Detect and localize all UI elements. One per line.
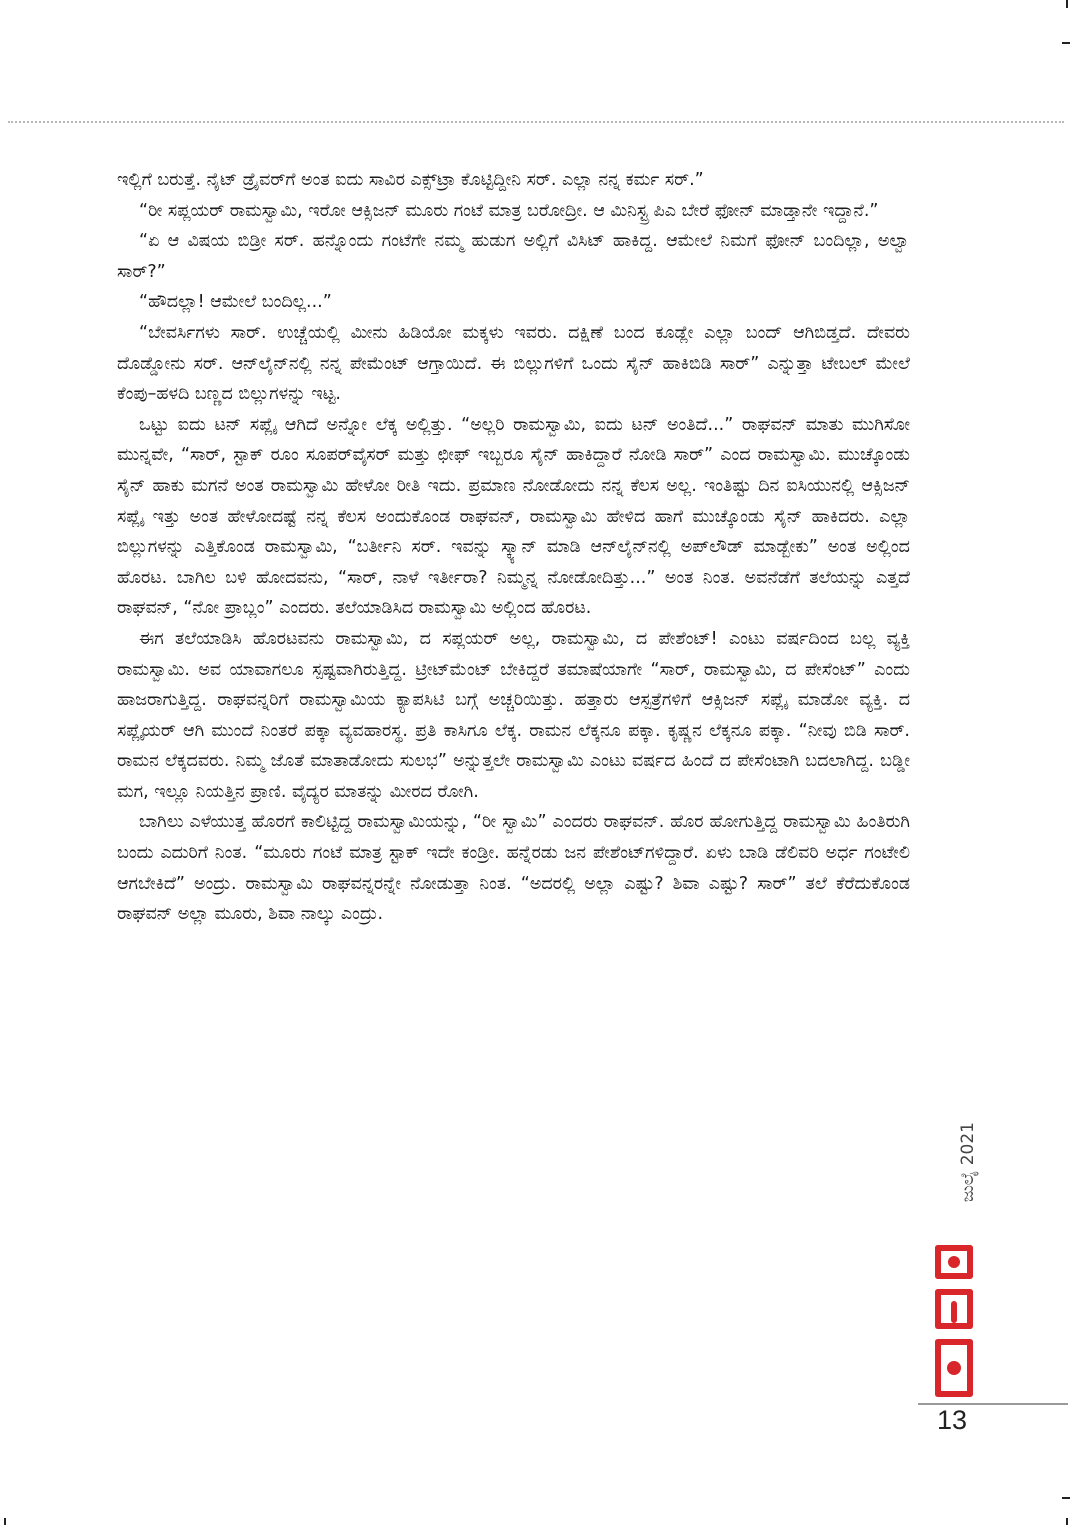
article-body bbox=[117, 165, 910, 930]
paragraph: ಇಲ್ಲಿಗೆ ಬರುತ್ತೆ. ನೈಟ್ ಡ್ರೈವರ್‌ಗೆ ಅಂತ ಐದು ಸಾವಿರ ಎಕ್ಸ್‌ಟ್ರಾ ಕೊಟ್ಟಿದ್ದೀನಿ ಸರ್. ಎಲ್ಲಾ ನನ್ನ ಕರ್ಮ ಸರ್.” bbox=[117, 170, 704, 190]
crop-mark-right-bottom bbox=[1062, 1497, 1070, 1499]
paragraph: “ರೀ ಸಪ್ಲಯರ್ ರಾಮಸ್ವಾಮಿ, ಇರೋ ಆಕ್ಸಿಜನ್ ಮೂರು ಗಂಟೆ ಮಾತ್ರ ಬರೋದ್ರೀ. ಆ ಮಿನಿಸ್ಟ್ರ ಪಿಎ ಬೇರೆ ಫೋನ್ ಮಾಡ್ತಾನೇ ಇದ್ದಾನೆ.” bbox=[139, 200, 879, 221]
paragraph: ಈಗ ತಲೆಯಾಡಿಸಿ ಹೊರಟವನು ರಾಮಸ್ವಾಮಿ, ದ ಸಪ್ಲಯರ್ ಅಲ್ಲ, ರಾಮಸ್ವಾಮಿ, ದ ಪೇಶೆಂಟ್! ಎಂಟು ವರ್ಷದಿಂದ ಬಲ್ಲ ವ್ಯಕ್ತಿ ರಾಮಸ್ವಾಮಿ. ಅವ ಯಾವಾಗಲೂ ಸ್ಪಷ್ಟವಾಗಿರುತ್ತಿದ್ದ. ಟ್ರೀಟ್‌ಮೆಂಟ್ ಬೇಕಿದ್ದರೆ ತಮಾಷೆಯಾಗೇ “ಸಾರ್, ರಾಮಸ್ವಾಮಿ, ದ ಪೇಸೆಂಟ್” ಎಂದು ಹಾಜರಾಗುತ್ತಿದ್ದ. ರಾಘವನ್ನರಿಗೆ ರಾಮಸ್ವಾಮಿಯ ಕ್ಯಾಪಸಿಟಿ ಬಗ್ಗೆ ಅಚ್ಚರಿಯಿತ್ತು. ಹತ್ತಾರು ಆಸ್ಪತ್ರೆಗಳಿಗೆ ಆಕ್ಸಿಜನ್ ಸಪ್ಲೈ ಮಾಡೋ ವ್ಯಕ್ತಿ. ದ ಸಪ್ಲೈಯರ್ ಆಗಿ ಮುಂದೆ ನಿಂತರೆ ಪಕ್ಕಾ ವ್ಯವಹಾರಸ್ಥ. ಪ್ರತಿ ಕಾಸಿಗೂ ಲೆಕ್ಕ. ರಾಮನ ಲೆಕ್ಕನೂ ಪಕ್ಕಾ. ಕೃಷ್ಣನ ಲೆಕ್ಕನೂ ಪಕ್ಕಾ. “ನೀವು ಬಿಡಿ ಸಾರ್. ರಾಮನ ಲೆಕ್ಕದವರು. ನಿಮ್ಮ ಜೊತೆ ಮಾತಾಡೋದು ಸುಲಭ” ಅನ್ನುತ್ತಲೇ ರಾಮಸ್ವಾಮಿ ಎಂಟು ವರ್ಷದ ಹಿಂದೆ ದ ಪೇಸೆಂಟಾಗಿ ಬದಲಾಗಿದ್ದ. ಬಡ್ಡೀ ಮಗ, ಇಲ್ಲೂ ನಿಯತ್ತಿನ ಪ್ರಾಣಿ. ವೈದ್ಯರ ಮಾತನ್ನು ಮೀರದ ರೋಗಿ. bbox=[117, 628, 910, 802]
paragraph: “ಹೌದಲ್ಲಾ! ಆಮೇಲೆ ಬಂದಿಲ್ಲ...” bbox=[139, 292, 332, 313]
paragraph: “ಏ ಆ ವಿಷಯ ಬಿಡ್ರೀ ಸರ್. ಹನ್ನೊಂದು ಗಂಟೆಗೇ ನಮ್ಮ ಹುಡುಗ ಅಲ್ಲಿಗೆ ವಿಸಿಟ್ ಹಾಕಿದ್ದ. ಆಮೇಲೆ ನಿಮಗೆ ಫೋನ್ ಬಂದಿಲ್ಲಾ, ಅಲ್ವಾ ಸಾರ್?” bbox=[117, 231, 910, 282]
crop-mark-top-right bbox=[1066, 0, 1068, 8]
crop-mark-right-top bbox=[1062, 42, 1070, 44]
paragraph: ಒಟ್ಟು ಐದು ಟನ್ ಸಪ್ಲೈ ಆಗಿದೆ ಅನ್ನೋ ಲೆಕ್ಕ ಅಲ್ಲಿತ್ತು. “ಅಲ್ಲರಿ ರಾಮಸ್ವಾಮಿ, ಐದು ಟನ್ ಅಂತಿದೆ...” ರಾಘವನ್ ಮಾತು ಮುಗಿಸೋ ಮುನ್ನವೇ, “ಸಾರ್, ಸ್ಟಾಕ್ ರೂಂ ಸೂಪರ್‌ವೈಸರ್ ಮತ್ತು ಛೀಫ್ ಇಬ್ಬರೂ ಸೈನ್ ಹಾಕಿದ್ದಾರೆ ನೋಡಿ ಸಾರ್” ಎಂದ ರಾಮಸ್ವಾಮಿ. ಮುಚ್ಕೊಂಡು ಸೈನ್ ಹಾಕು ಮಗನೆ ಅಂತ ರಾಮಸ್ವಾಮಿ ಹೇಳೋ ರೀತಿ ಇದು. ಪ್ರಮಾಣ ನೋಡೋದು ನನ್ನ ಕೆಲಸ ಅಲ್ಲ. ಇಂತಿಷ್ಟು ದಿನ ಐಸಿಯುನಲ್ಲಿ ಆಕ್ಸಿಜನ್ ಸಪ್ಲೈ ಇತ್ತು ಅಂತ ಹೇಳೋದಷ್ಟೆ ನನ್ನ ಕೆಲಸ ಅಂದುಕೊಂಡ ರಾಘವನ್, ರಾಮಸ್ವಾಮಿ ಹೇಳಿದ ಹಾಗೆ ಮುಚ್ಕೊಂಡು ಸೈನ್ ಹಾಕಿದರು. ಎಲ್ಲಾ ಬಿಲ್ಲುಗಳನ್ನು ಎತ್ತಿಕೊಂಡ ರಾಮಸ್ವಾಮಿ, “ಬರ್ತೀನಿ ಸರ್. ಇವನ್ನು ಸ್ಕ್ಯಾನ್ ಮಾಡಿ ಆನ್‌ಲೈನ್‌ನಲ್ಲಿ ಅಪ್‌ಲೌಡ್ ಮಾಡ್ಬೇಕು” ಅಂತ ಅಲ್ಲಿಂದ ಹೊರಟ. ಬಾಗಿಲ ಬಳಿ ಹೋದವನು, “ಸಾರ್, ನಾಳೆ ಇರ್ತೀರಾ? ನಿಮ್ಮನ್ನ ನೋಡೋದಿತ್ತು...” ಅಂತ ನಿಂತ. ಅವನೆಡೆಗೆ ತಲೆಯನ್ನು ಎತ್ತದೆ ರಾಘವನ್, “ನೋ ಪ್ರಾಬ್ಲಂ” ಎಂದರು. ತಲೆಯಾಡಿಸಿದ ರಾಮಸ್ವಾಮಿ ಅಲ್ಲಿಂದ ಹೊರಟ. bbox=[117, 414, 910, 619]
crop-mark-bottom-left bbox=[4, 1518, 6, 1525]
magazine-logo bbox=[932, 1243, 976, 1403]
header-dotted-rule bbox=[8, 121, 1064, 123]
paragraph: “ಬೇವರ್ಸಿಗಳು ಸಾರ್. ಉಚ್ಚೆಯಲ್ಲಿ ಮೀನು ಹಿಡಿಯೋ ಮಕ್ಕಳು ಇವರು. ದಕ್ಷಿಣೆ ಬಂದ ಕೂಡ್ಲೇ ಎಲ್ಲಾ ಬಂದ್ ಆಗಿಬಿಡ್ತದೆ. ದೇವರು ದೊಡ್ಡೋನು ಸರ್. ಆನ್‌ಲೈನ್‌ನಲ್ಲಿ ನನ್ನ ಪೇಮೆಂಟ್ ಆಗ್ತಾಯಿದೆ. ಈ ಬಿಲ್ಲುಗಳಿಗೆ ಒಂದು ಸೈನ್ ಹಾಕಿಬಿಡಿ ಸಾರ್” ಎನ್ನುತ್ತಾ ಟೇಬಲ್ ಮೇಲೆ ಕೆಂಪು–ಹಳದಿ ಬಣ್ಣದ ಬಿಲ್ಲುಗಳನ್ನು ಇಟ್ಟ. bbox=[117, 322, 910, 405]
issue-date: ಜುಲೈ 2021 bbox=[958, 1122, 978, 1203]
magazine-logo-mark bbox=[932, 1243, 976, 1403]
paragraph: ಬಾಗಿಲು ಎಳೆಯುತ್ತ ಹೊರಗೆ ಕಾಲಿಟ್ಟಿದ್ದ ರಾಮಸ್ವಾಮಿಯನ್ನು, “ರೀ ಸ್ವಾಮಿ” ಎಂದರು ರಾಘವನ್. ಹೊರ ಹೋಗುತ್ತಿದ್ದ ರಾಮಸ್ವಾಮಿ ಹಿಂತಿರುಗಿ ಬಂದು ಎದುರಿಗೆ ನಿಂತ. “ಮೂರು ಗಂಟೆ ಮಾತ್ರ ಸ್ಟಾಕ್ ಇದೇ ಕಂಡ್ರೀ. ಹನ್ನೆರಡು ಜನ ಪೇಶೆಂಟ್‌ಗಳಿದ್ದಾರೆ. ಏಳು ಬಾಡಿ ಡೆಲಿವರಿ ಅರ್ಧ ಗಂಟೇಲಿ ಆಗಬೇಕಿದೆ” ಅಂದ್ರು. ರಾಮಸ್ವಾಮಿ ರಾಘವನ್ನರನ್ನೇ ನೋಡುತ್ತಾ ನಿಂತ. “ಅದರಲ್ಲಿ ಅಲ್ಲಾ ಎಷ್ಟು? ಶಿವಾ ಎಷ್ಟು? ಸಾರ್” ತಲೆ ಕೆರೆದುಕೊಂಡ ರಾಘವನ್ ಅಲ್ಲಾ ಮೂರು, ಶಿವಾ ನಾಲ್ಕು ಎಂದ್ರು. bbox=[117, 812, 910, 925]
crop-mark-bottom-right bbox=[1066, 1518, 1068, 1525]
page-number: 13 bbox=[937, 1405, 968, 1435]
